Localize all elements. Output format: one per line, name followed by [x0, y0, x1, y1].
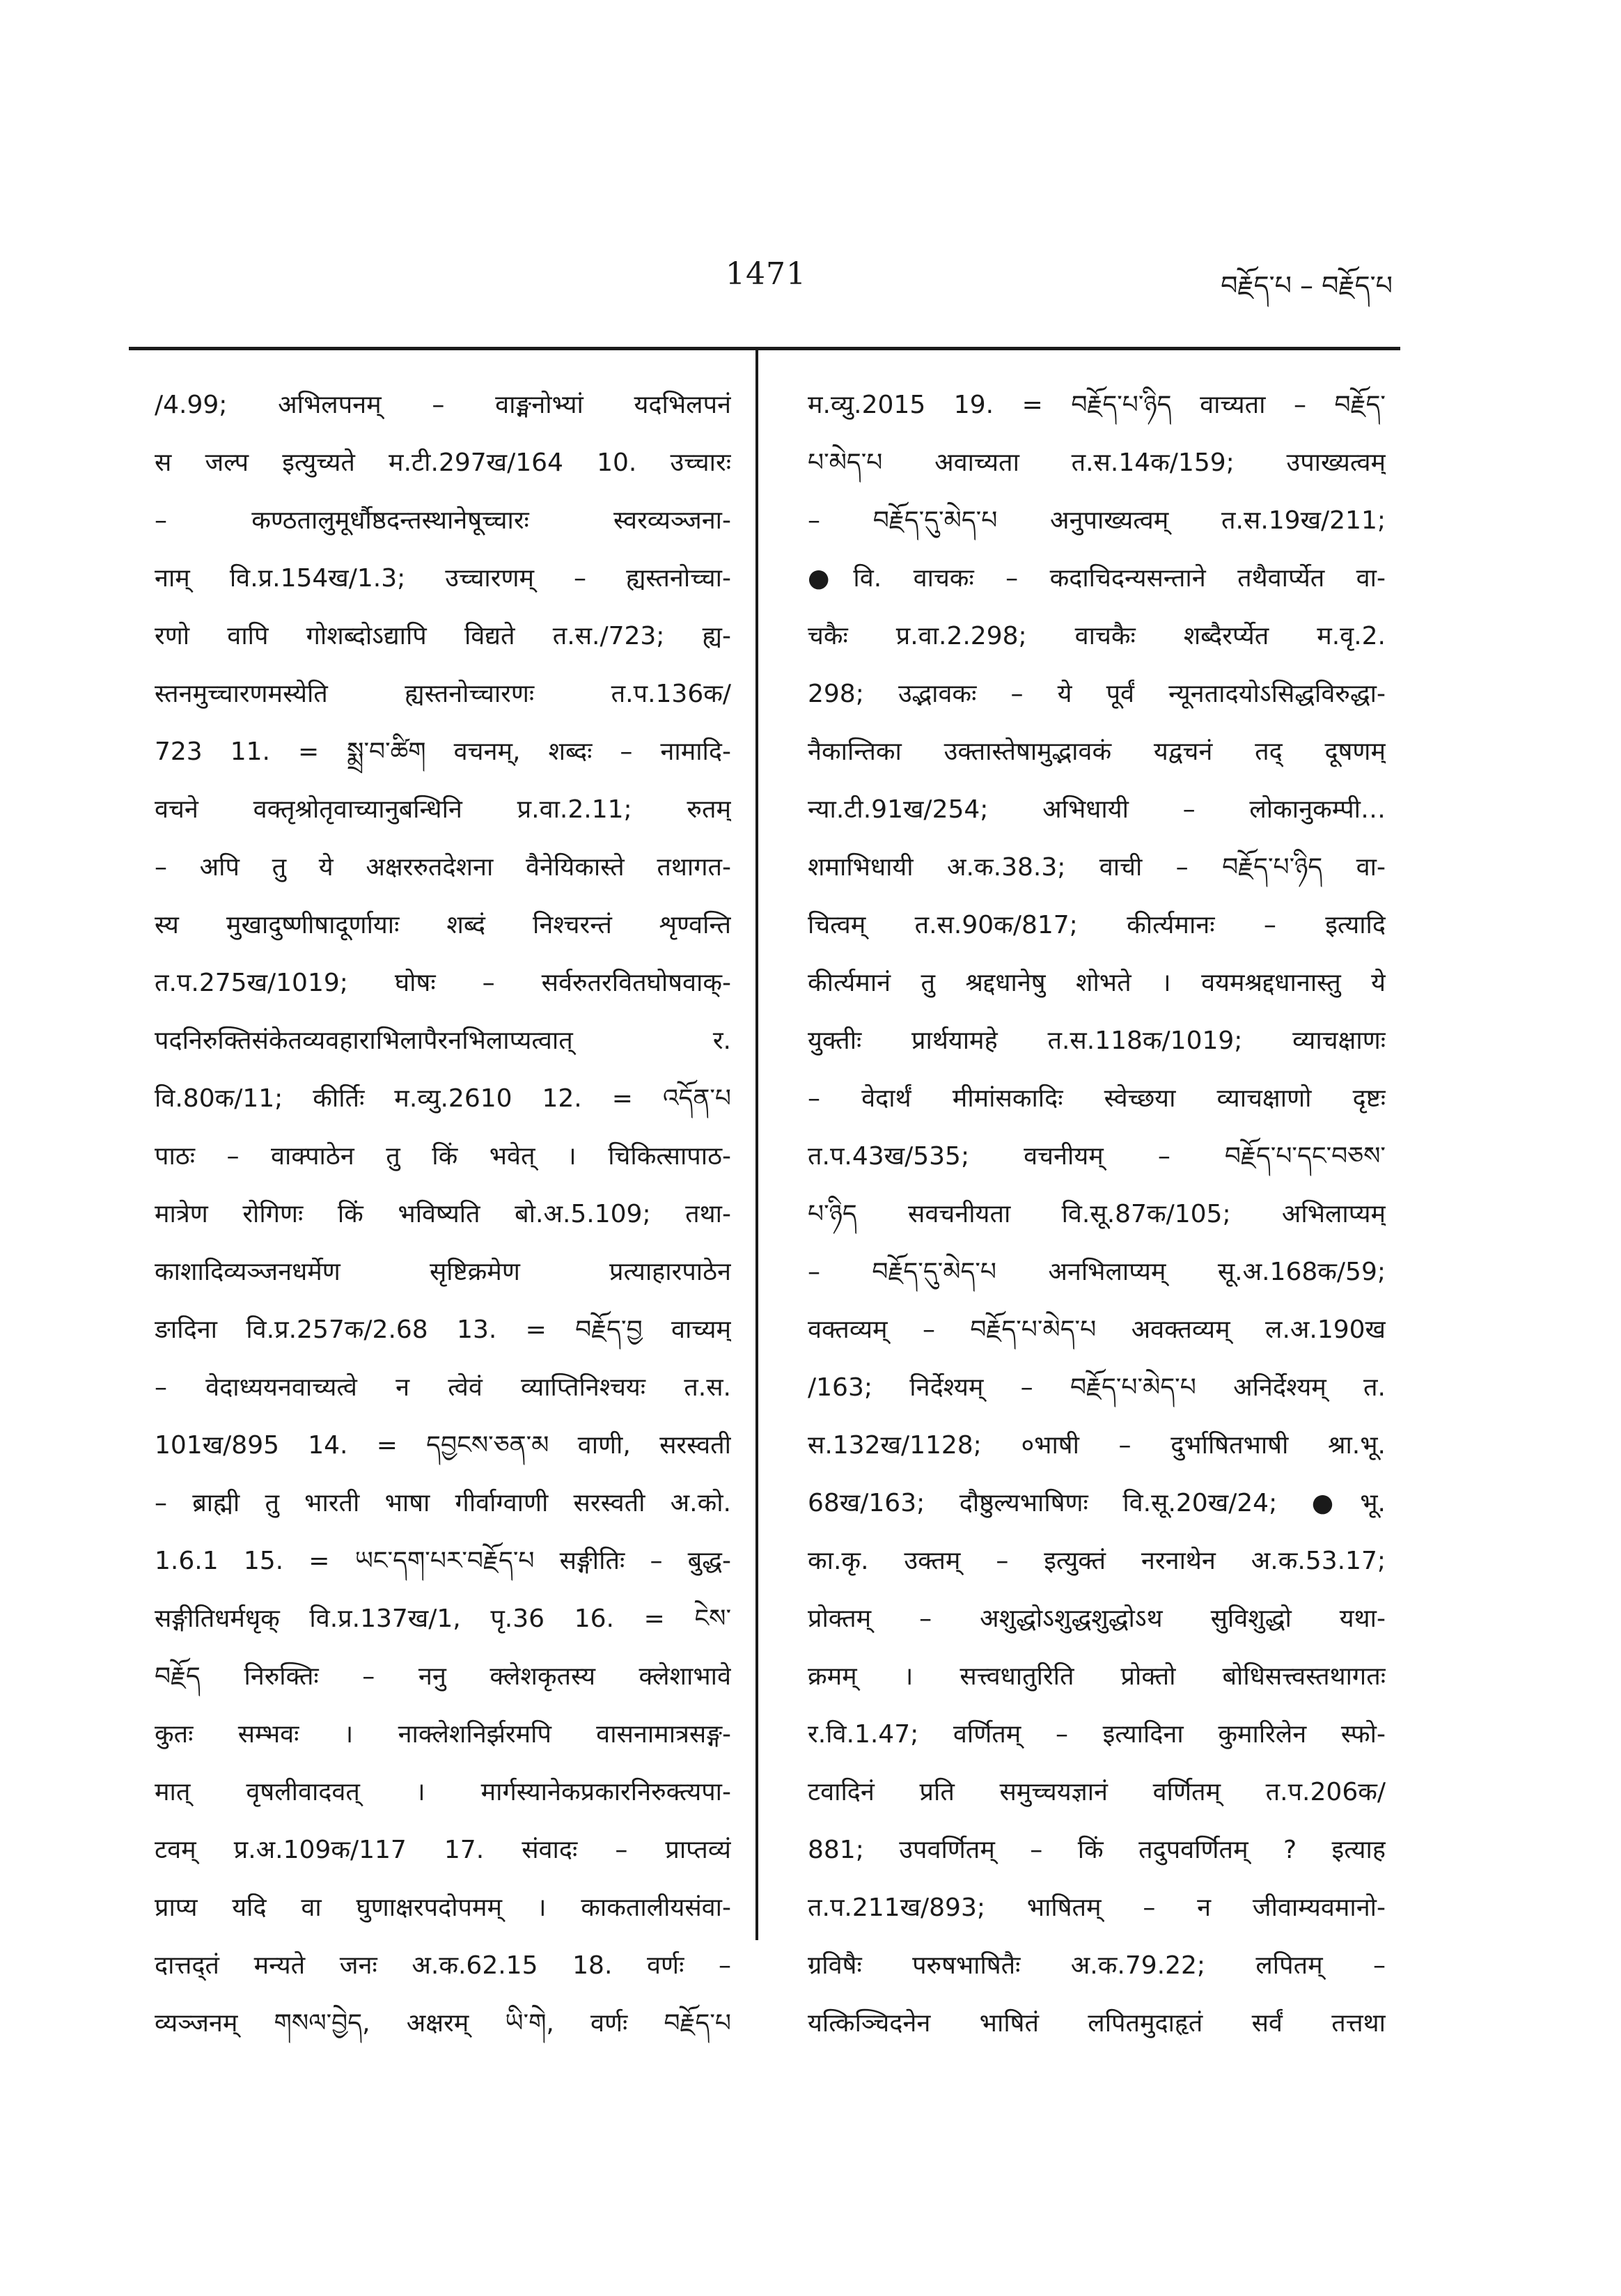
- left-line-26: टवम् प्र.अ.109क/117 17. संवादः – प्राप्तव्यं: [155, 1836, 731, 1864]
- left-line-3: – कण्ठतालुमूर्धौष्ठदन्तस्थानेषूच्चारः स्वरव्यञ्जना-: [155, 506, 731, 535]
- right-line-18: /163; निर्देश्यम् – བརྗོད་པ་མེད་པ अनिर्देश्यम् त.: [808, 1373, 1386, 1402]
- left-line-23: བརྗོད निरुक्तिः – ननु क्लेशकृतस्य क्लेशाभावे: [155, 1662, 731, 1691]
- left-line-1: /4.99; अभिलपनम् – वाङ्मनोभ्यां यदभिलपनं: [155, 391, 731, 419]
- right-line-7: नैकान्तिका उक्तास्तेषामुद्भावकं यद्वचनं तद् दूषणम्: [808, 737, 1386, 766]
- left-line-7: 723 11. = སྨྲ་བ་ཚིག वचनम्, शब्दः – नामादि-: [155, 737, 731, 766]
- left-column: [155, 376, 731, 2052]
- left-line-9: – अपि तु ये अक्षररुतदेशना वैनेयिकास्ते तथागत-: [155, 853, 731, 882]
- left-line-29: व्यञ्जनम् གསལ་བྱེད, अक्षरम् ཡི་གེ, वर्णः བརྗོད་པ: [155, 2009, 731, 2038]
- left-line-6: स्तनमुच्चारणमस्येति ह्यस्तनोच्चारणः त.प.136क/: [155, 680, 731, 708]
- right-column: [808, 376, 1386, 2052]
- right-line-15: པ་ཉིད सवचनीयता वि.सू.87क/105; अभिलाप्यम्: [808, 1200, 1386, 1228]
- left-line-18: – वेदाध्ययनवाच्यत्वे न त्वेवं व्याप्तिनिश्चयः त.स.: [155, 1373, 731, 1402]
- left-line-14: पाठः – वाक्पाठेन तु किं भवेत् । चिकित्सापाठ-: [155, 1142, 731, 1171]
- left-line-15: मात्रेण रोगिणः किं भविष्यति बो.अ.5.109; तथा-: [155, 1200, 731, 1228]
- right-line-8: न्या.टी.91ख/254; अभिधायी – लोकानुकम्पी…: [808, 795, 1386, 824]
- right-line-11: कीर्त्यमानं तु श्रद्दधानेषु शोभते । वयमश्रद्दधानास्तु ये: [808, 969, 1386, 997]
- right-line-17: वक्तव्यम् – བརྗོད་པ་མེད་པ अवक्तव्यम् ल.अ.190ख: [808, 1315, 1386, 1344]
- left-line-21: 1.6.1 15. = ཡང་དག་པར་བརྗོད་པ सङ्गीतिः – बुद्ध-: [155, 1547, 731, 1575]
- column-divider: [755, 350, 758, 1940]
- right-line-23: क्रमम् । सत्त्वधातुरिति प्रोक्तो बोधिसत्त्वस्तथागतः: [808, 1662, 1386, 1691]
- left-line-24: कुतः सम्भवः । नाक्लेशनिर्झरमपि वासनामात्रसङ्ग-: [155, 1720, 731, 1749]
- left-line-5: रणो वापि गोशब्दोऽद्यापि विद्यते त.स./723; ह्य-: [155, 622, 731, 650]
- right-line-29: यत्किञ्चिदनेन भाषितं लपितमुदाहृतं सर्वं तत्तथा: [808, 2009, 1386, 2038]
- left-line-8: वचने वक्तृश्रोतृवाच्यानुबन्धिनि प्र.वा.2.11; रुतम्: [155, 795, 731, 824]
- right-line-5: चकैः प्र.वा.2.298; वाचकैः शब्दैरर्प्येत म.वृ.2.: [808, 622, 1386, 650]
- left-line-13: वि.80क/11; कीर्तिः म.व्यु.2610 12. = འདོན་པ: [155, 1084, 731, 1113]
- left-line-19: 101ख/895 14. = དབྱངས་ཅན་མ वाणी, सरस्वती: [155, 1431, 731, 1460]
- right-line-13: – वेदार्थं मीमांसकादिः स्वेच्छया व्याचक्षाणो दृष्टः: [808, 1084, 1386, 1113]
- page-number: 1471: [726, 256, 806, 292]
- right-line-3: – བརྗོད་དུ་མེད་པ अनुपाख्यत्वम् त.स.19ख/211;: [808, 506, 1386, 535]
- left-line-2: स जल्प इत्युच्यते म.टी.297ख/164 10. उच्चारः: [155, 448, 731, 477]
- right-line-4: ●वि. वाचकः – कदाचिदन्यसन्ताने तथैवार्प्येत वा-: [808, 564, 1386, 593]
- left-line-20: – ब्राह्मी तु भारती भाषा गीर्वाग्वाणी सरस्वती अ.को.: [155, 1489, 731, 1517]
- right-line-22: प्रोक्तम् – अशुद्धोऽशुद्धशुद्धोऽथ सुविशुद्धो यथा-: [808, 1604, 1386, 1633]
- left-line-22: सङ्गीतिधर्मधृक् वि.प्र.137ख/1, पृ.36 16. = ངེས་: [155, 1604, 731, 1633]
- right-line-9: शमाभिधायी अ.क.38.3; वाची – བརྗོད་པ་ཉིད वा-: [808, 853, 1386, 882]
- right-line-24: र.वि.1.47; वर्णितम् – इत्यादिना कुमारिलेन स्फो-: [808, 1720, 1386, 1749]
- right-line-28: ग्रविषैः परुषभाषितैः अ.क.79.22; लपितम् –: [808, 1951, 1386, 1980]
- right-line-12: युक्तीः प्रार्थयामहे त.स.118क/1019; व्याचक्षाणः: [808, 1026, 1386, 1055]
- running-head: བརྗོད་པ – བརྗོད་པ: [1221, 270, 1393, 301]
- right-line-14: त.प.43ख/535; वचनीयम् – བརྗོད་པ་དང་བཅས་: [808, 1142, 1386, 1171]
- right-line-25: टवादिनं प्रति समुच्चयज्ञानं वर्णितम् त.प.206क/: [808, 1778, 1386, 1806]
- left-line-4: नाम् वि.प्र.154ख/1.3; उच्चारणम् – ह्यस्तनोच्चा-: [155, 564, 731, 593]
- header-rule: [129, 347, 1400, 350]
- right-line-27: त.प.211ख/893; भाषितम् – न जीवाम्यवमानो-: [808, 1893, 1386, 1922]
- left-line-25: मात् वृषलीवादवत् । मार्गस्यानेकप्रकारनिरुक्त्यपा-: [155, 1778, 731, 1806]
- right-line-20: 68ख/163; दौष्ठुल्यभाषिणः वि.सू.20ख/24; ●भू.: [808, 1489, 1386, 1517]
- left-line-11: त.प.275ख/1019; घोषः – सर्वरुतरवितघोषवाक्-: [155, 969, 731, 997]
- right-line-1: म.व्यु.2015 19. = བརྗོད་པ་ཉིད वाच्यता – བརྗོད་: [808, 391, 1386, 419]
- left-line-17: ङादिना वि.प्र.257क/2.68 13. = བརྗོད་བྱ वाच्यम्: [155, 1315, 731, 1344]
- right-line-10: चित्वम् त.स.90क/817; कीर्त्यमानः – इत्यादि: [808, 911, 1386, 939]
- right-line-16: – བརྗོད་དུ་མེད་པ अनभिलाप्यम् सू.अ.168क/59;: [808, 1258, 1386, 1286]
- left-line-16: काशादिव्यञ्जनधर्मेण सृष्टिक्रमेण प्रत्याहारपाठेन: [155, 1258, 731, 1286]
- left-line-12: पदनिरुक्तिसंकेतव्यवहाराभिलापैरनभिलाप्यत्वात् र.: [155, 1026, 731, 1055]
- right-line-6: 298; उद्भावकः – ये पूर्वं न्यूनतादयोऽसिद्धविरुद्धा-: [808, 680, 1386, 708]
- right-line-2: པ་མེད་པ अवाच्यता त.स.14क/159; उपाख्यत्वम्: [808, 448, 1386, 477]
- left-line-28: दात्तद्तं मन्यते जनः अ.क.62.15 18. वर्णः –: [155, 1951, 731, 1980]
- right-line-19: स.132ख/1128; ०भाषी – दुर्भाषितभाषी श्रा.भू.: [808, 1431, 1386, 1460]
- right-line-26: 881; उपवर्णितम् – किं तदुपवर्णितम् ? इत्याह: [808, 1836, 1386, 1864]
- left-line-27: प्राप्य यदि वा घुणाक्षरपदोपमम् । काकतालीयसंवा-: [155, 1893, 731, 1922]
- left-line-10: स्य मुखादुष्णीषादूर्णायाः शब्दं निश्चरन्तं शृण्वन्ति: [155, 911, 731, 939]
- right-line-21: का.कृ. उक्तम् – इत्युक्तं नरनाथेन अ.क.53.17;: [808, 1547, 1386, 1575]
